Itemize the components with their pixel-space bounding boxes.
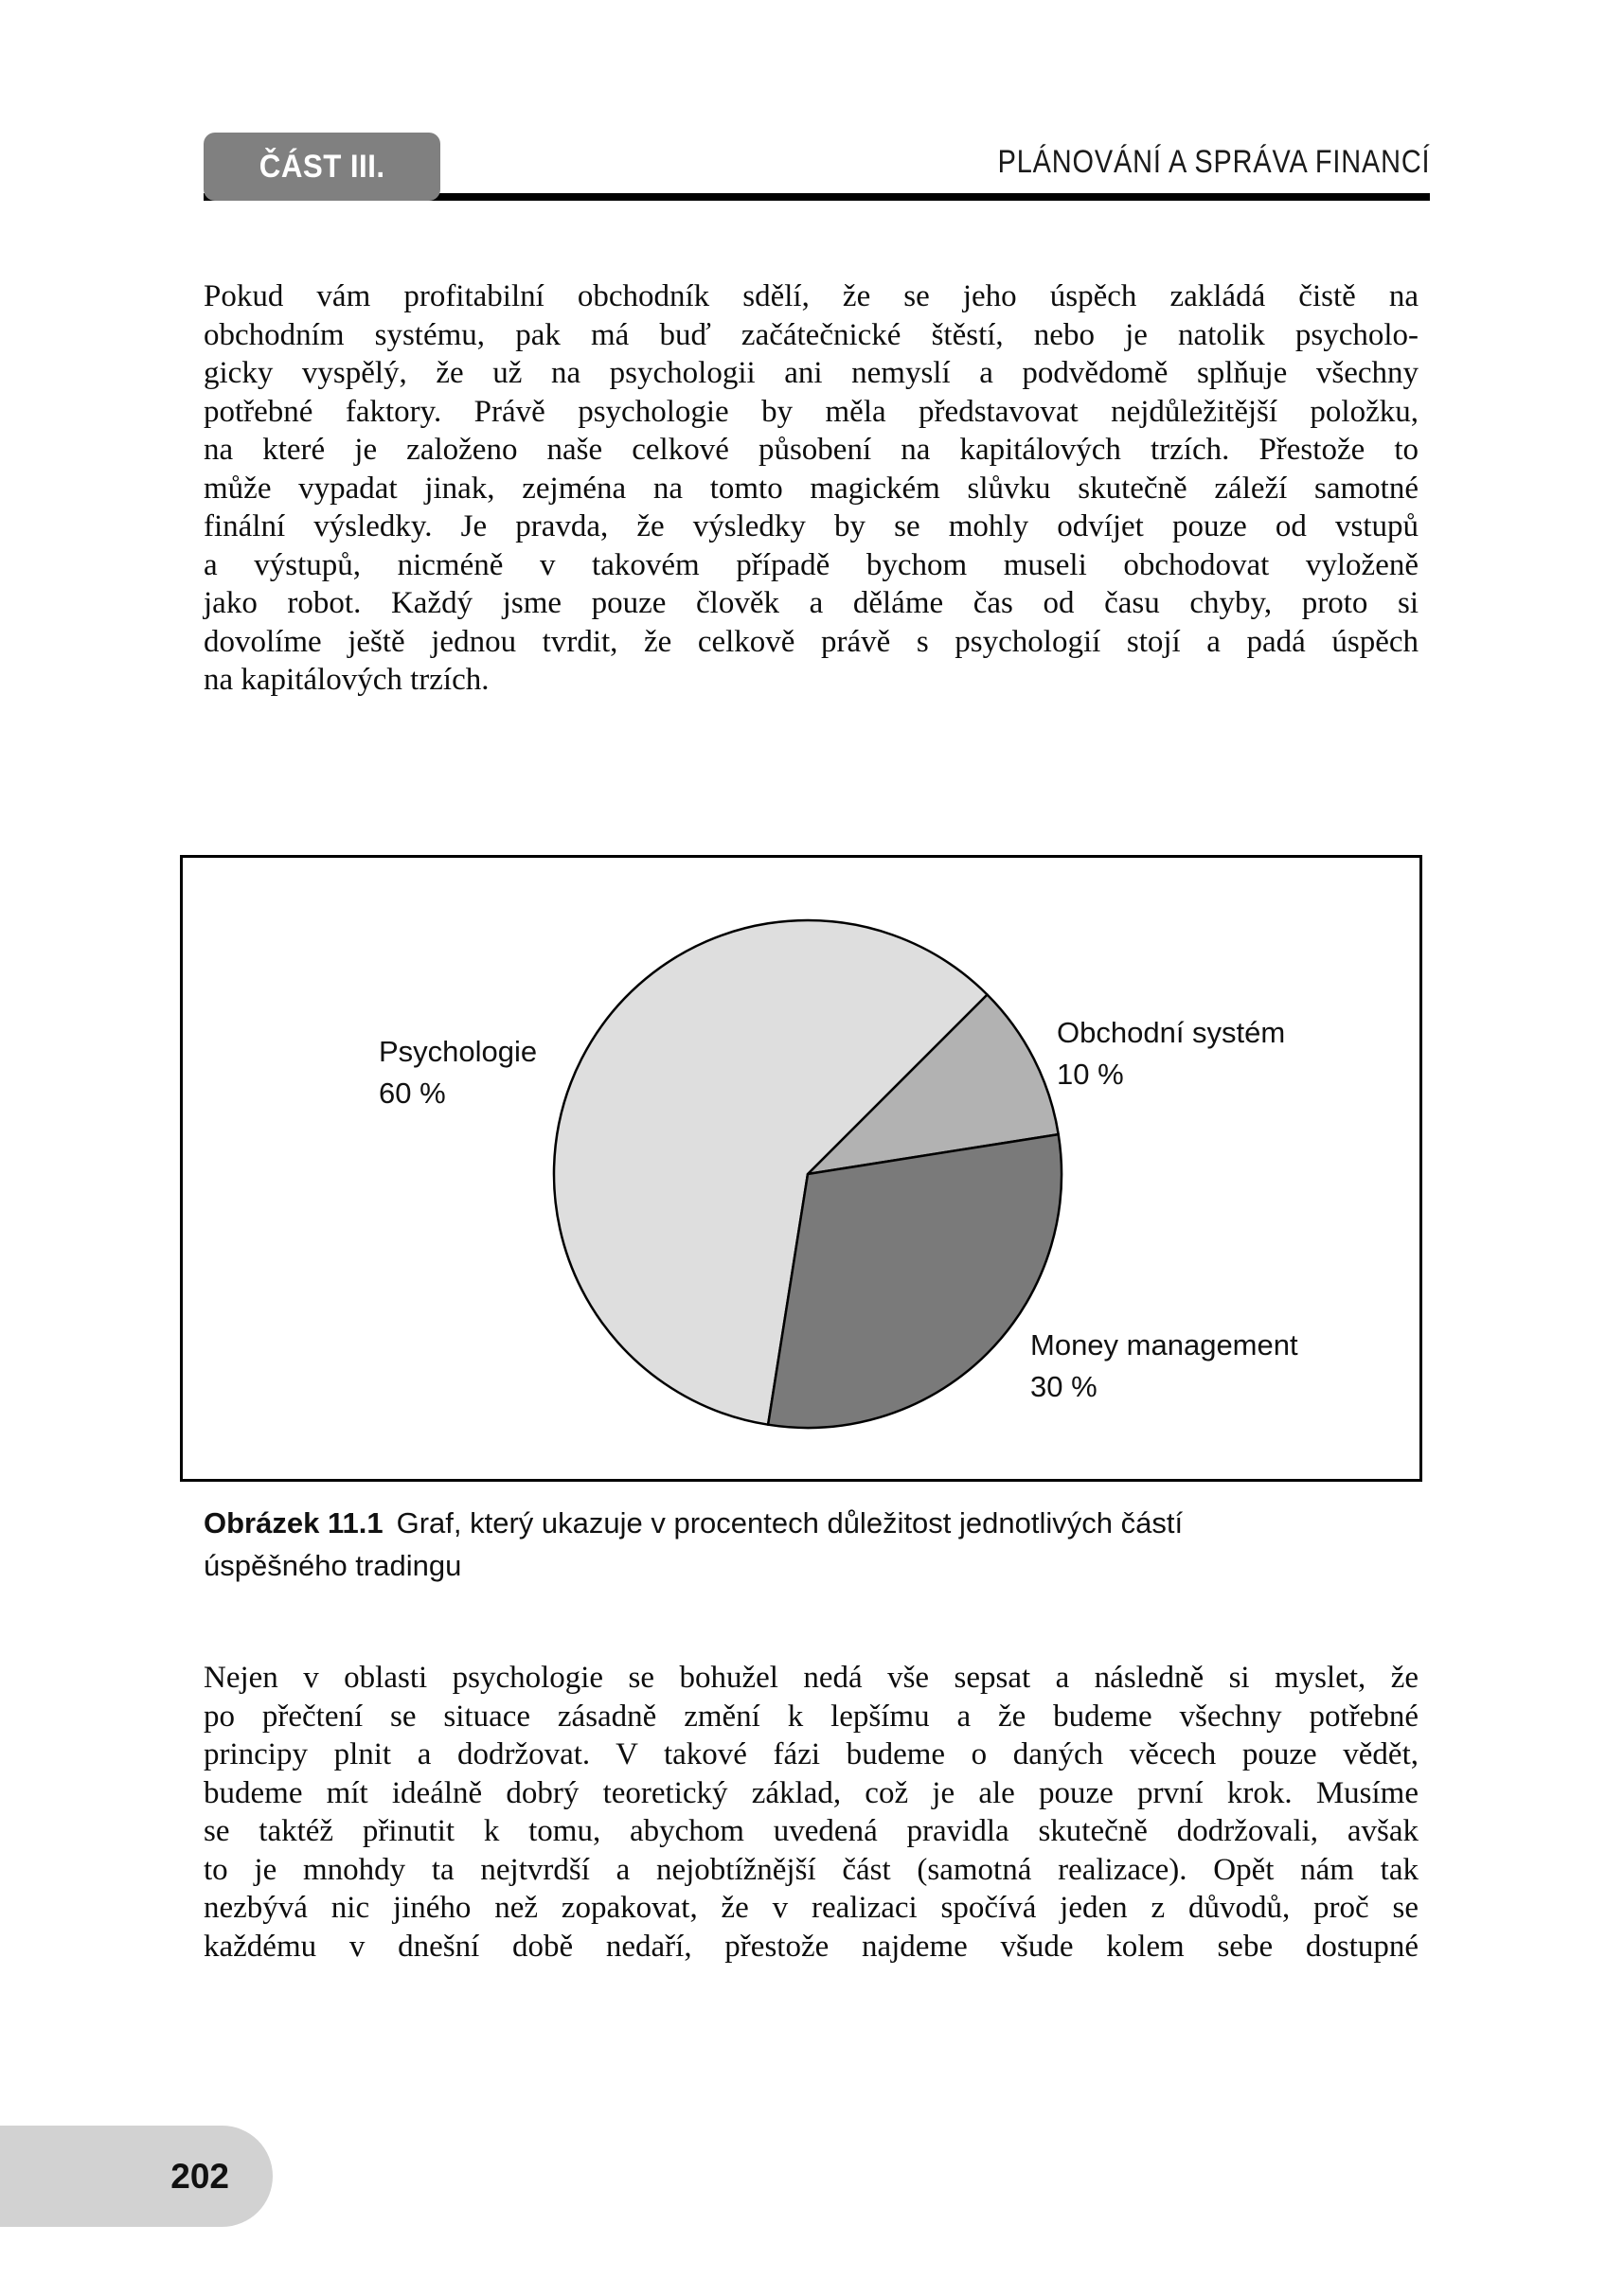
figure-box (180, 855, 1422, 1482)
body-paragraph-1 (204, 277, 1419, 700)
text-line: na které je založeno naše celkové působení na kapitálových trzích. Přestože to (204, 433, 1419, 467)
text-line: finální výsledky. Je pravda, že výsledky by se mohly odvíjet pouze od vstupů (204, 509, 1419, 543)
page-number: 202 (170, 2156, 229, 2196)
text-line: Nejen v oblasti psychologie se bohužel nedá vše sepsat a následně si myslet, že (204, 1661, 1419, 1695)
page-number-pill (0, 2126, 273, 2227)
figure-caption (204, 1502, 1207, 1587)
body-paragraph-2 (204, 1659, 1419, 1966)
text-line: na kapitálových trzích. (204, 663, 490, 697)
part-badge (204, 133, 440, 201)
text-line: budeme mít ideálně dobrý teoretický základ, což je ale pouze první krok. Musíme (204, 1775, 1419, 1810)
slice-label-psychologie (379, 1031, 537, 1114)
slice-label-obchodni-system-value: 10 % (1057, 1058, 1124, 1091)
section-title: PLÁNOVÁNÍ A SPRÁVA FINANCÍ (997, 144, 1430, 180)
pie-slice-money-management (768, 1134, 1062, 1428)
text-line: nezbývá nic jiného než zopakovat, že v realizaci spočívá jeden z důvodů, proč se (204, 1891, 1419, 1925)
text-line: jako robot. Každý jsme pouze člověk a děláme čas od času chyby, proto si (204, 586, 1419, 620)
text-line: každému v dnešní době nedaří, přestože najdeme všude kolem sebe dostupné (204, 1929, 1419, 1964)
text-line: to je mnohdy ta nejtvrdší a nejobtížnější část (samotná realizace). Opět nám tak (204, 1852, 1419, 1887)
slice-label-psychologie-value: 60 % (379, 1077, 446, 1110)
text-line: potřebné faktory. Právě psychologie by měla představovat nejdůležitější položku, (204, 394, 1419, 429)
figure-caption-number: Obrázek 11.1 (204, 1506, 384, 1540)
slice-label-obchodni-system-name: Obchodní systém (1057, 1016, 1286, 1049)
slice-label-obchodni-system (1057, 1012, 1285, 1095)
slice-label-money-management (1030, 1325, 1298, 1408)
text-line: obchodním systému, pak má buď začátečnické štěstí, nebo je natolik psycholo- (204, 317, 1419, 352)
slice-label-psychologie-name: Psychologie (379, 1035, 538, 1068)
text-line: a výstupů, nicméně v takovém případě bychom museli obchodovat vyloženě (204, 547, 1419, 582)
slice-label-money-management-name: Money management (1030, 1328, 1298, 1362)
text-line: Pokud vám profitabilní obchodník sdělí, že se jeho úspěch zakládá čistě na (204, 279, 1419, 313)
text-line: se taktéž přinutit k tomu, abychom uvedená pravidla skutečně dodržovali, avšak (204, 1814, 1419, 1848)
text-line: může vypadat jinak, zejména na tomto magickém slůvku skutečně záleží samotné (204, 471, 1419, 506)
part-badge-label: ČÁST III. (259, 148, 385, 185)
slice-label-money-management-value: 30 % (1030, 1370, 1098, 1403)
text-line: principy plnit a dodržovat. V takové fázi budeme o daných věcech pouze vědět, (204, 1737, 1419, 1771)
text-line: gicky vyspělý, že už na psychologii ani nemyslí a podvědomě splňuje všechny (204, 356, 1419, 390)
figure-caption-text: Graf, který ukazuje v procentech důležitost jednotlivých částí úspěšného tradingu (204, 1506, 1184, 1582)
text-line: dovolíme ještě jednou tvrdit, že celkově právě s psychologií stojí a padá úspěch (204, 624, 1419, 659)
text-line: po přečtení se situace zásadně změní k lepšímu a že budeme všechny potřebné (204, 1699, 1419, 1734)
